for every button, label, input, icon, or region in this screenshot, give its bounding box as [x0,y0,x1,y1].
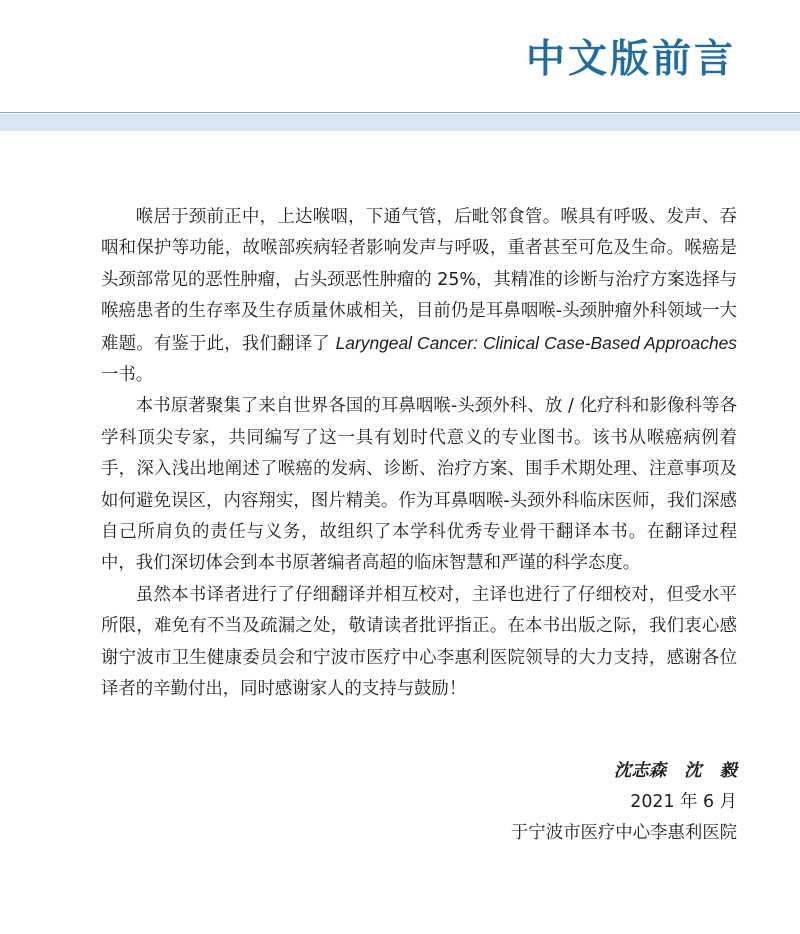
book-title: Laryngeal Cancer: Clinical Case-Based Approaches [335,332,737,353]
translator-names: 沈志森 沈 毅 [613,761,737,781]
header-band [0,114,800,131]
page-title: 中文版前言 [525,36,736,82]
signature-organization: 于宁波市医疗中心李惠利医院 [510,823,737,843]
preface-body [101,202,737,706]
paragraph-1-text: 喉居于颈前正中，上达喉咽，下通气管，后毗邻食管。喉具有呼吸、发声、吞咽和保护等功能，故喉部疾病轻者影响发声与呼吸，重者甚至可危及生命。喉癌是头颈部常见的恶性肿瘤，占头颈恶性肿瘤的 25%，其精准的诊断与治疗方案选择与喉癌患者的生存率及生存质量休戚相关，目前仍是耳鼻咽喉-头颈肿瘤外科领域一大难题。有鉴于此，我们翻译了 [101,207,737,354]
signature-date: 2021 年 6 月 [630,792,737,812]
paragraph-1-end: 一书。 [101,365,154,386]
paragraph-2: 本书原著聚集了来自世界各国的耳鼻咽喉-头颈外科、放 / 化疗科和影像科等各学科顶尖专家，共同编写了这一具有划时代意义的专业图书。该书从喉癌病例着手，深入浅出地阐述了喉癌的发病、诊断、治疗方案、围手术期处理、注意事项及如何避免误区，内容翔实，图片精美。作为耳鼻咽喉-头颈外科临床医师，我们深感自己所肩负的责任与义务，故组织了本学科优秀专业骨干翻译本书。在翻译过程中，我们深切体会到本书原著编者高超的临床智慧和严谨的科学态度。 [101,396,737,574]
paragraph-3: 虽然本书译者进行了仔细翻译并相互校对，主译也进行了仔细校对，但受水平所限，难免有不当及疏漏之处，敬请读者批评指正。在本书出版之际，我们衷心感谢宁波市卫生健康委员会和宁波市医疗中心李惠利医院领导的大力支持，感谢各位译者的辛勤付出，同时感谢家人的支持与鼓励！ [101,584,737,700]
paragraph-1 [101,202,737,391]
header-divider [0,112,800,113]
